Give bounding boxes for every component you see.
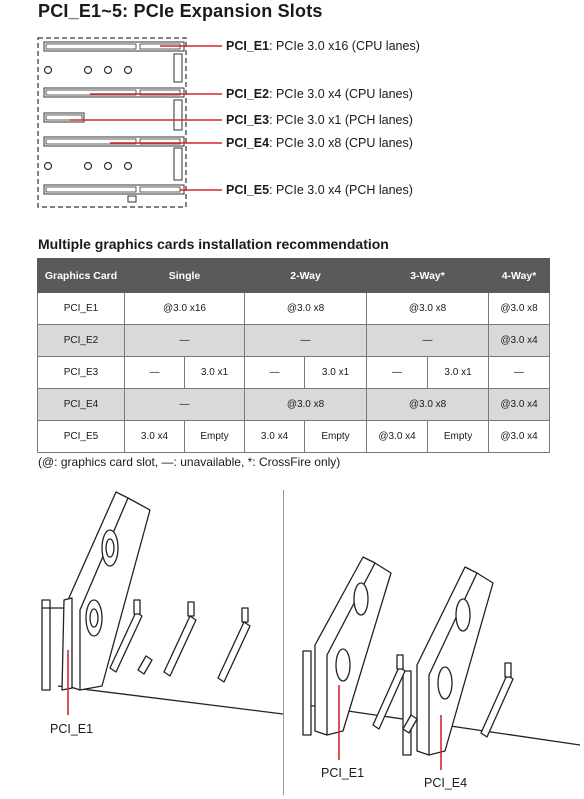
caption-dual-e4: PCI_E4 [424, 776, 468, 790]
cell: Empty [428, 421, 489, 453]
cell: — [125, 325, 245, 357]
cell: — [489, 357, 550, 389]
cell: @3.0 x4 [367, 421, 428, 453]
section-title: PCI_E1~5: PCIe Expansion Slots [38, 1, 323, 21]
slot-label-e1: PCI_E1: PCIe 3.0 x16 (CPU lanes) [226, 39, 420, 53]
slot-label-e3: PCI_E3: PCIe 3.0 x1 (PCH lanes) [226, 113, 413, 127]
cell: @3.0 x8 [367, 293, 489, 325]
cell: PCI_E1 [38, 293, 125, 325]
header-graphics-card: Graphics Card [38, 259, 125, 293]
cell: — [367, 357, 428, 389]
cell: Empty [305, 421, 367, 453]
cell: @3.0 x8 [489, 293, 550, 325]
cell: — [125, 389, 245, 421]
cell: PCI_E5 [38, 421, 125, 453]
slot-label-e2: PCI_E2: PCIe 3.0 x4 (CPU lanes) [226, 87, 413, 101]
cell: Empty [185, 421, 245, 453]
cell: @3.0 x8 [245, 389, 367, 421]
header-2way: 2-Way [245, 259, 367, 293]
table-row [38, 389, 550, 421]
cell: PCI_E2 [38, 325, 125, 357]
header-3way: 3-Way* [367, 259, 489, 293]
caption-single-e1: PCI_E1 [50, 722, 94, 736]
header-single: Single [125, 259, 245, 293]
single-card-illustration [28, 490, 283, 740]
slot-label-e5: PCI_E5: PCIe 3.0 x4 (PCH lanes) [226, 183, 413, 197]
cell: @3.0 x4 [489, 389, 550, 421]
cell: PCI_E3 [38, 357, 125, 389]
illustration-divider [283, 490, 284, 795]
cell: — [245, 325, 367, 357]
slot-label-e4: PCI_E4: PCIe 3.0 x8 (CPU lanes) [226, 136, 413, 150]
cell: — [125, 357, 185, 389]
cell: @3.0 x8 [245, 293, 367, 325]
table-row [38, 421, 550, 453]
table-row [38, 325, 550, 357]
cell: 3.0 x4 [245, 421, 305, 453]
recommendation-table [37, 258, 550, 453]
table-row [38, 293, 550, 325]
table-header-row [38, 259, 550, 293]
cell: @3.0 x8 [367, 389, 489, 421]
table-row [38, 357, 550, 389]
cell: PCI_E4 [38, 389, 125, 421]
caption-dual-e1: PCI_E1 [321, 766, 365, 780]
table-title: Multiple graphics cards installation recommendation [38, 236, 389, 252]
cell: @3.0 x4 [489, 421, 550, 453]
cell: — [245, 357, 305, 389]
dual-card-illustration [295, 555, 580, 770]
cell: 3.0 x1 [428, 357, 489, 389]
callout-lines [0, 0, 584, 210]
cell: 3.0 x1 [185, 357, 245, 389]
header-4way: 4-Way* [489, 259, 550, 293]
cell: 3.0 x4 [125, 421, 185, 453]
table-legend: (@: graphics card slot, —: unavailable, *: CrossFire only) [38, 455, 341, 469]
cell: 3.0 x1 [305, 357, 367, 389]
cell: — [367, 325, 489, 357]
cell: @3.0 x4 [489, 325, 550, 357]
cell: @3.0 x16 [125, 293, 245, 325]
